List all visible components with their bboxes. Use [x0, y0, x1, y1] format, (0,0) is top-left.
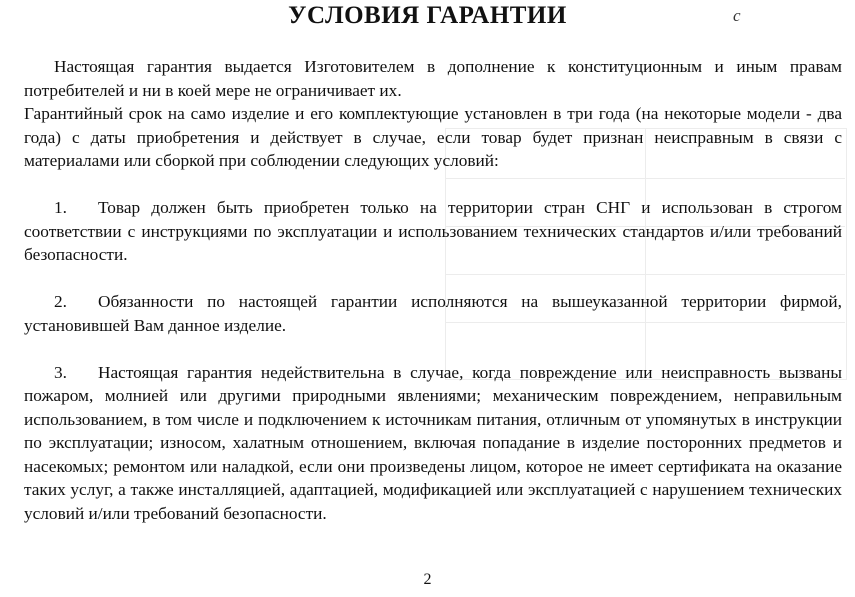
condition-text: Обязанности по настоящей гарантии исполняются на вышеуказанной территории фирмой, установившей Вам данное изделие.: [24, 292, 842, 335]
condition-text: Настоящая гарантия недействительна в случае, когда повреждение или неисправность вызваны пожаром, молнией или другими природными явлениями; механическим повреждением, неправильным использованием, в том числе и подключением к источникам питания, отличным от упомянутых в инструкции по эксплуатации; износом, халатным отношением, включая попадание в изделие посторонних предметов и насекомых; ремонтом или наладкой, если они произведены лицом, которое не имеет сертификата на оказание таких услуг, а также инсталляцией, адаптацией, модификацией или эксплуатацией с нарушением технических условий и/или требований безопасности.: [24, 362, 842, 523]
condition-item-2: [24, 290, 842, 337]
condition-item-3: [24, 361, 842, 526]
page-number: 2: [423, 571, 432, 588]
intro-paragraph-1: Настоящая гарантия выдается Изготовителем в дополнение к конституционным и иным правам потребителей и ни в коей мере не ограничивает их.: [24, 57, 842, 100]
page-title: УСЛОВИЯ ГАРАНТИИ: [288, 2, 567, 29]
condition-item-1: [24, 196, 842, 267]
condition-text: Товар должен быть приобретен только на территории стран СНГ и использован в строгом соответствии с инструкциями по эксплуатации и использованием технических стандартов и/или требований безопасности.: [24, 198, 842, 264]
intro-paragraph-2: Гарантийный срок на само изделие и его комплектующие установлен в три года (на некоторые модели - два года) с даты приобретения и действует в случае, если товар будет признан неисправным в связи с материалами или сборкой при соблюдении следующих условий:: [24, 104, 842, 170]
paragraph-spacer: [24, 337, 842, 361]
condition-number: 3.: [54, 362, 67, 382]
document-body: [24, 55, 842, 525]
condition-number: 1.: [54, 198, 67, 217]
paragraph-spacer: [24, 173, 842, 197]
condition-number: 2.: [54, 292, 67, 311]
paragraph-spacer: [24, 267, 842, 291]
corner-mark: с: [733, 6, 741, 25]
